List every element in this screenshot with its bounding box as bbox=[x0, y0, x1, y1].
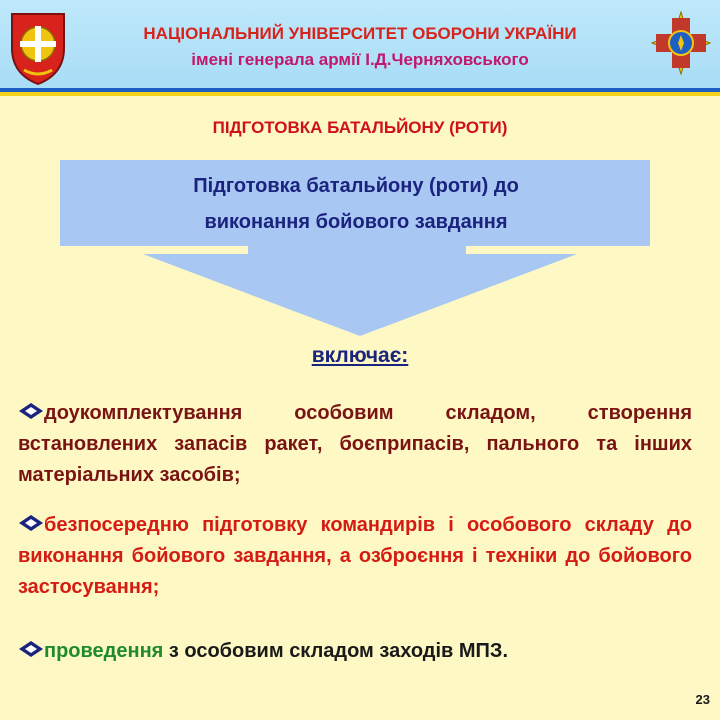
item-text: з особовим складом заходів МПЗ. bbox=[163, 640, 508, 662]
diamond-bullet-icon bbox=[18, 640, 44, 658]
item-text: безпосередню підготовку командирів і особового складу до виконання бойового завдання, а озброєння і техніки до бойового застосування; bbox=[18, 514, 692, 598]
arrow-box-line1: Підготовка батальйону (роти) до bbox=[193, 175, 519, 197]
armed-forces-emblem-icon bbox=[648, 10, 714, 76]
diamond-bullet-icon bbox=[18, 402, 44, 420]
arrow-box-text bbox=[62, 168, 650, 246]
university-subtitle: імені генерала армії І.Д.Черняховського bbox=[191, 50, 529, 69]
university-title: НАЦІОНАЛЬНИЙ УНІВЕРСИТЕТ ОБОРОНИ УКРАЇНИ bbox=[143, 24, 577, 43]
item-highlight: проведення bbox=[44, 640, 164, 662]
list-item bbox=[18, 636, 692, 667]
list-item bbox=[18, 510, 692, 603]
item-text: доукомплектування особовим складом, створення встановлених запасів ракет, боєприпасів, пального та інших матеріальних засобів; bbox=[18, 402, 692, 486]
page-number: 23 bbox=[695, 692, 710, 707]
diamond-bullet-icon bbox=[18, 514, 44, 532]
arrow-box-line2: виконання бойового завдання bbox=[204, 211, 508, 233]
header-banner bbox=[0, 0, 720, 88]
header-divider-yellow bbox=[0, 92, 720, 96]
section-title: ПІДГОТОВКА БАТАЛЬЙОНУ (РОТИ) bbox=[212, 118, 508, 137]
includes-label: включає: bbox=[311, 344, 409, 367]
university-emblem-icon bbox=[6, 8, 70, 86]
list-item bbox=[18, 398, 692, 491]
